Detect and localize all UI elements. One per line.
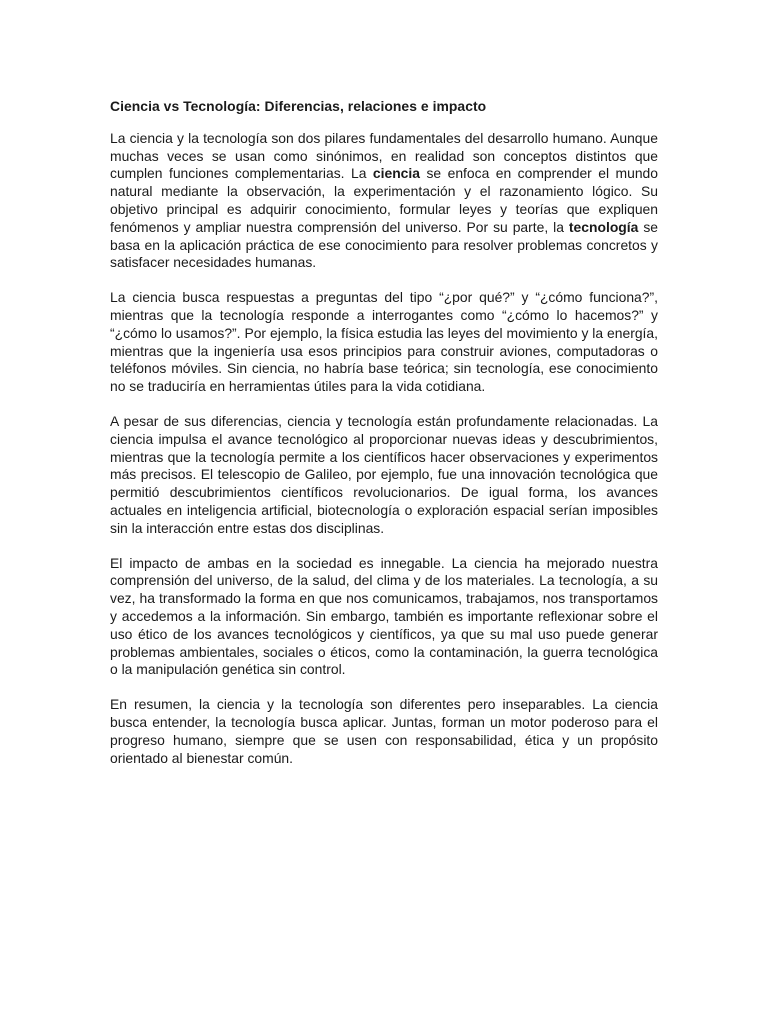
paragraph-2: La ciencia busca respuestas a preguntas del tipo “¿por qué?” y “¿cómo funciona?”, mientras que la tecnología responde a interrogantes como “¿cómo lo hacemos?” y “¿cómo lo usamos?”. Por ejemplo, la física estudia las leyes del movimiento y la energía, mientras que la ingeniería usa esos principios para construir aviones, computadoras o teléfonos móviles. Sin ciencia, no habría base teórica; sin tecnología, ese conocimiento no se traduciría en herramientas útiles para la vida cotidiana. [110, 289, 658, 395]
term-tecnologia: tecnología [568, 218, 639, 235]
paragraph-1-part-e: se basa en la aplicación práctica de ese conocimiento para resolver problemas concretos y satisfacer necesidades humanas. [110, 218, 658, 271]
paragraph-4: El impacto de ambas en la sociedad es innegable. La ciencia ha mejorado nuestra comprensión del universo, de la salud, del clima y de los materiales. La tecnología, a su vez, ha transformado la forma en que nos comunicamos, trabajamos, nos transportamos y accedemos a la información. Sin embargo, también es importante reflexionar sobre el uso ético de los avances tecnológicos y científicos, ya que su mal uso puede generar problemas ambientales, sociales o éticos, como la contaminación, la guerra tecnológica o la manipulación genética sin control. [110, 554, 658, 678]
paragraph-1-part-c: se enfoca en comprender el mundo natural mediante la observación, la experimentación y el razonamiento lógico. Su objetivo principal es adquirir conocimiento, formular leyes y teorías que expliquen fenómenos y ampliar nuestra comprensión del universo. Por su parte, la [110, 165, 658, 235]
paragraph-1 [110, 130, 658, 272]
document-page [110, 98, 658, 784]
document-title: Ciencia vs Tecnología: Diferencias, relaciones e impacto [110, 98, 487, 114]
paragraph-3: A pesar de sus diferencias, ciencia y tecnología están profundamente relacionadas. La ciencia impulsa el avance tecnológico al proporcionar nuevas ideas y descubrimientos, mientras que la tecnología permite a los científicos hacer observaciones y experimentos más precisos. El telescopio de Galileo, por ejemplo, fue una innovación tecnológica que permitió descubrimientos científicos revolucionarios. De igual forma, los avances actuales en inteligencia artificial, biotecnología o exploración espacial serían imposibles sin la interacción entre estas dos disciplinas. [110, 412, 658, 536]
paragraph-5: En resumen, la ciencia y la tecnología son diferentes pero inseparables. La ciencia busca entender, la tecnología busca aplicar. Juntas, forman un motor poderoso para el progreso humano, siempre que se usen con responsabilidad, ética y un propósito orientado al bienestar común. [110, 696, 658, 766]
term-ciencia: ciencia [372, 165, 420, 182]
paragraph-1-part-a: La ciencia y la tecnología son dos pilares fundamentales del desarrollo humano. Aunque muchas veces se usan como sinónimos, en realidad son conceptos distintos que cumplen funciones complementarias. La [110, 129, 658, 182]
